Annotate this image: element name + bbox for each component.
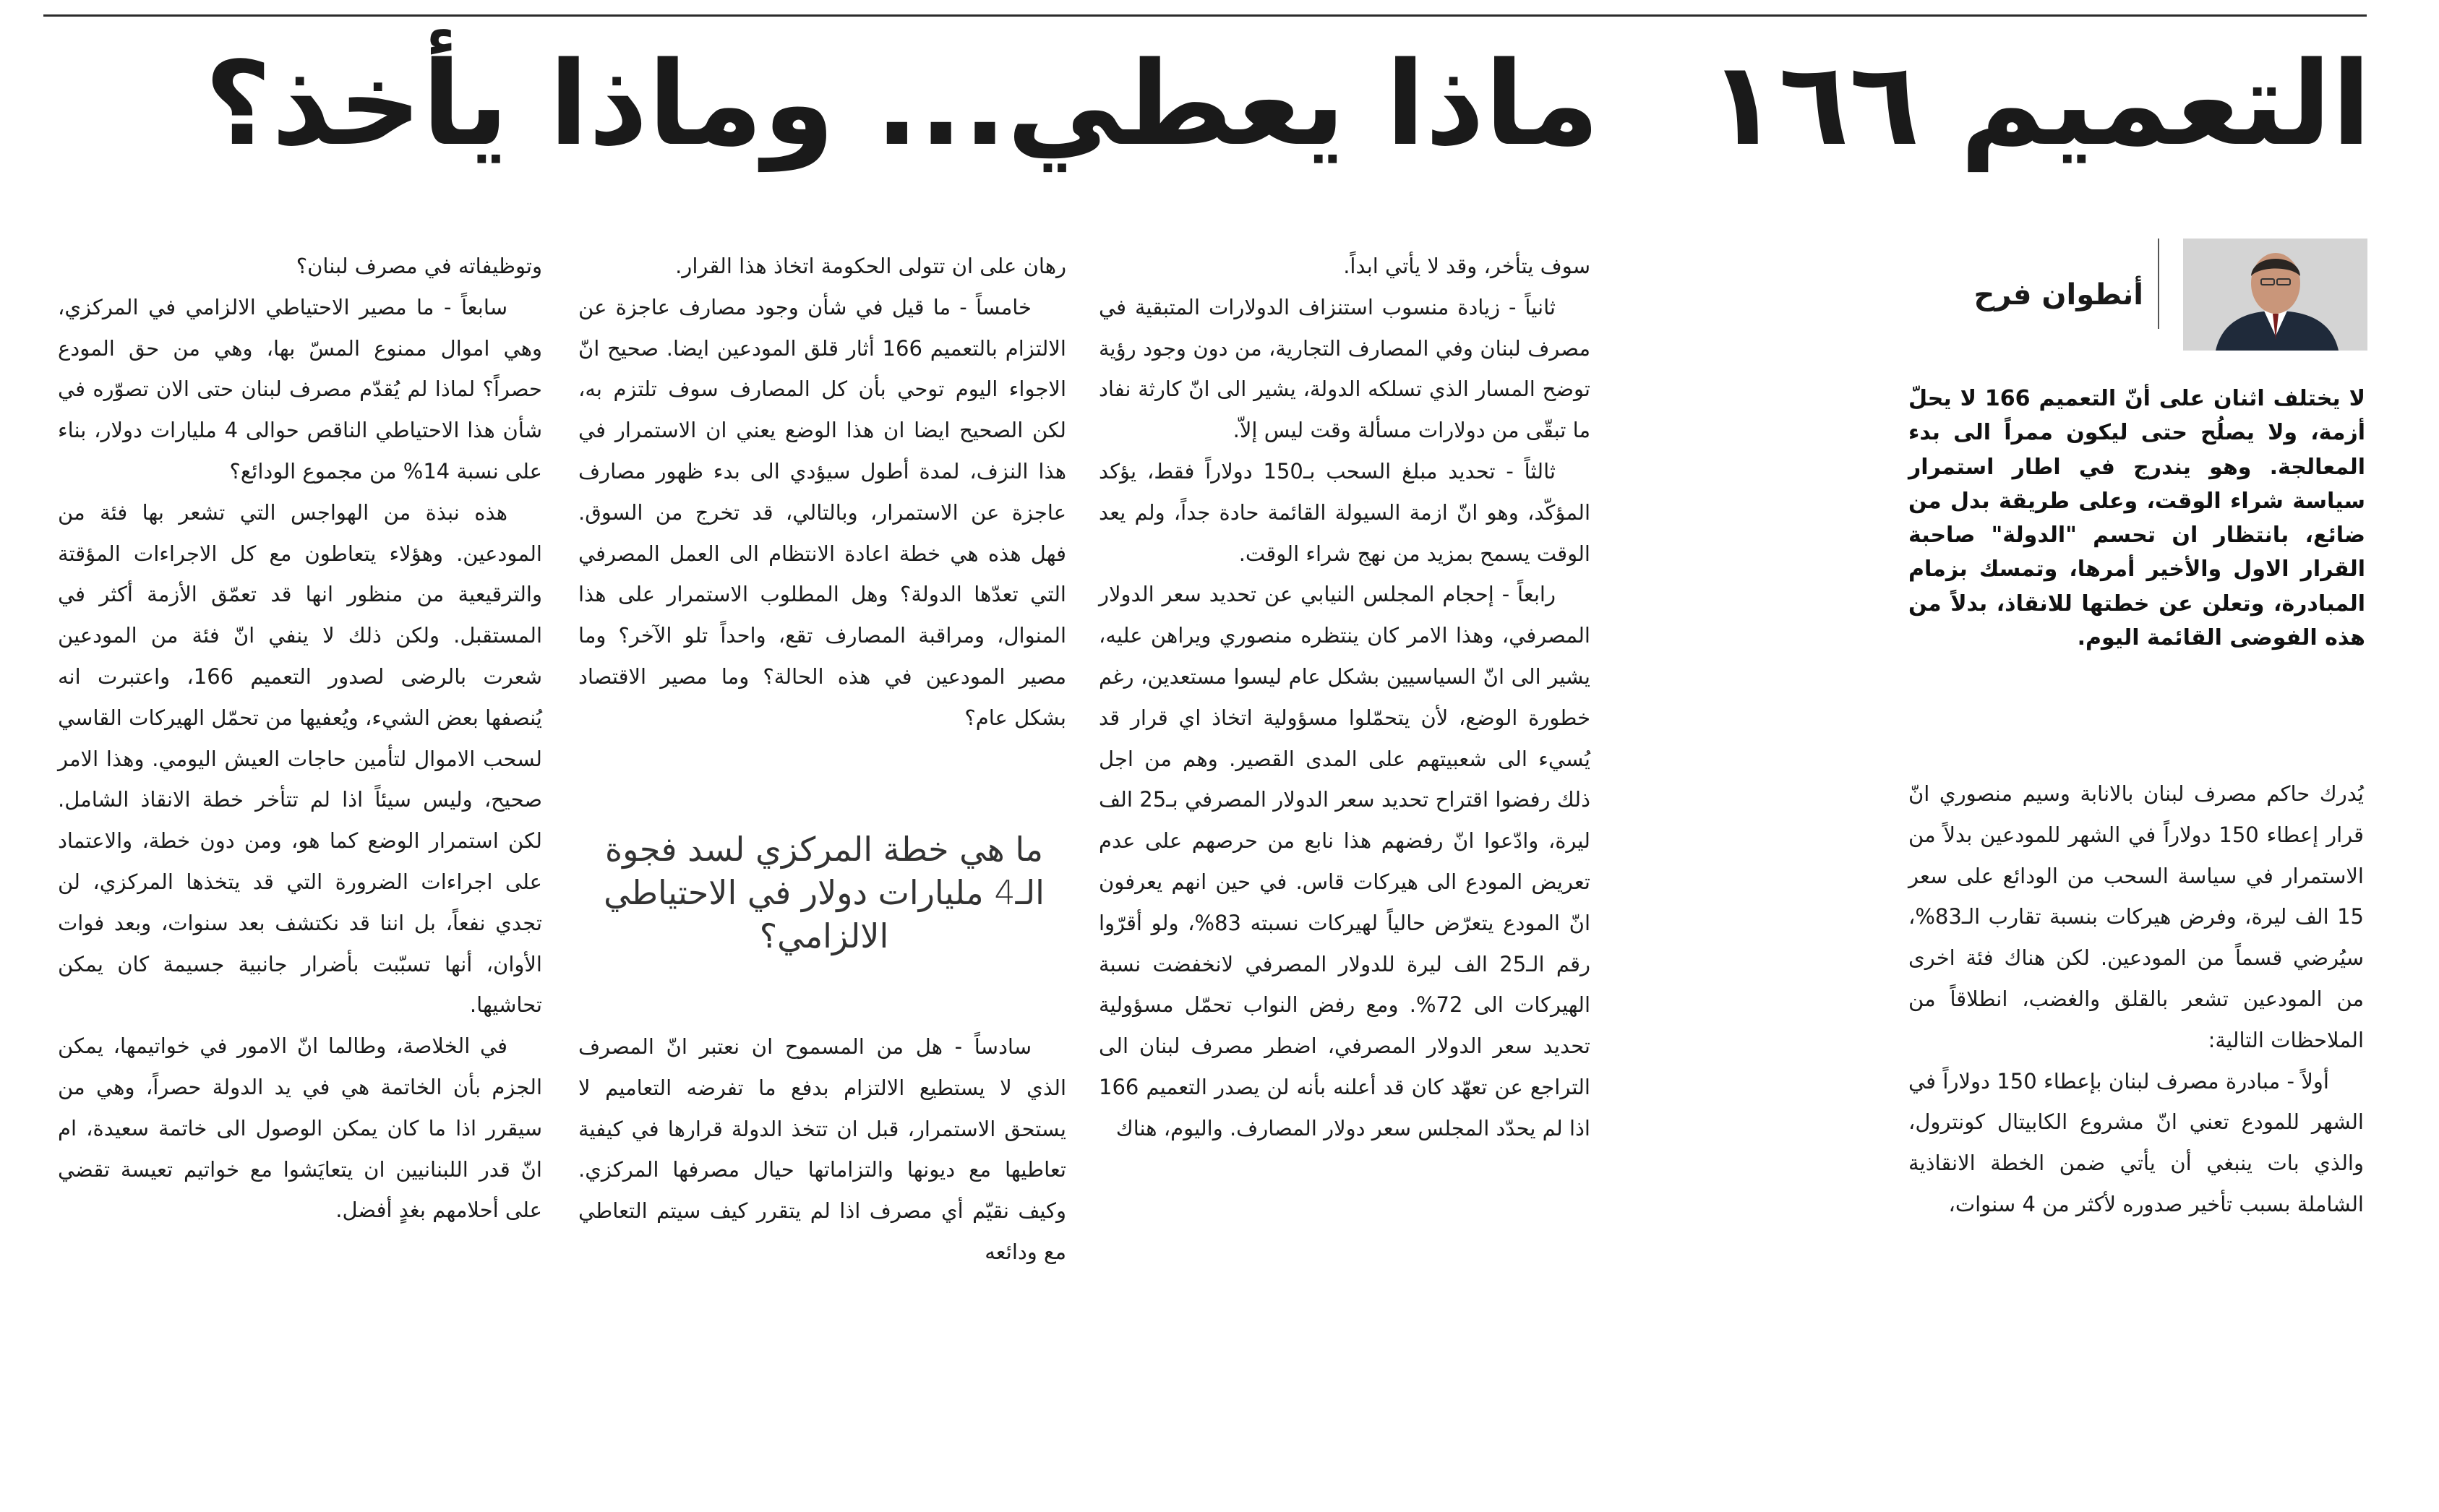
body-paragraph: سابعاً - ما مصير الاحتياطي الالزامي في المركزي، وهي اموال ممنوع المسّ بها، وهي من حق المودع حصراً؟ لماذا لم يُقدّم مصرف لبنان حتى الان تصوّره في شأن هذا الاحتياطي الناقص حوالى 4 مليارات دولار، بناء على نسبة 14% من مجموع الودائع؟ [58,294,542,484]
lead-paragraph: لا يختلف اثنان على أنّ التعميم 166 لا يحلّ أزمة، ولا يصلُح حتى ليكون ممراً الى بدء المعالجة. وهو يندرج في اطار استمرار سياسة شراء الوقت، وعلى طريقة بدل من ضائع، بانتظار ان تحسم "الدولة" صاحبة القرار الاول والأخير أمرها، وتمسك بزمام المبادرة، وتعلن عن خطتها للانقاذ، بدلاً من هذه الفوضى القائمة اليوم. [1908,386,2365,651]
headline-part1: التعميم ١٦٦ [1707,36,2371,171]
top-rule [43,14,2367,17]
body-paragraph: ثالثاً - تحديد مبلغ السحب بـ150 دولاراً فقط، يؤكد المؤكّد، وهو انّ ازمة السيولة القائمة حادة جداً، ولم يعد الوقت يسمح بمزيد من نهج شراء الوقت. [1099,458,1590,566]
body-paragraph: خامساً - ما قيل في شأن وجود مصارف عاجزة عن الالتزام بالتعميم 166 أثار قلق المودعين ايضا. صحيح انّ الاجواء اليوم توحي بأن كل المصارف سوف تلتزم به، لكن الصحيح ايضا ان هذا الوضع يعني ان الاستمرار في هذا النزف، لمدة أطول سيؤدي الى بدء ظهور مصارف عاجزة عن الاستمرار، وبالتالي، قد تخرج من السوق. فهل هذه هي خطة اعادة الانتظام الى العمل المصرفي التي تعدّها الدولة؟ وهل المطلوب الاستمرار على هذا المنوال، ومراقبة المصارف تقع، واحداً تلو الآخر؟ وما مصير المودعين في هذه الحالة؟ وما مصير الاقتصاد بشكل عام؟ [578,294,1066,730]
body-paragraph: ثانياً - زيادة منسوب استنزاف الدولارات المتبقية في مصرف لبنان وفي المصارف التجارية، من دون وجود رؤية توضح المسار الذي تسلكه الدولة، يشير الى انّ كارثة نفاد ما تبقّى من دولارات مسألة وقت ليس إلاّ. [1099,294,1590,443]
author-divider [2158,239,2159,329]
body-paragraph: وتوظيفاته في مصرف لبنان؟ [296,254,542,278]
column-2 [1099,246,1590,1149]
body-paragraph: أولاً - مبادرة مصرف لبنان بإعطاء 150 دولاراً في الشهر للمودع تعني انّ مشروع الكابيتال كونترول، والذي بات ينبغي أن يأتي ضمن الخطة الانقاذية الشاملة بسبب تأخير صدوره لأكثر من 4 سنوات، [1908,1068,2364,1216]
body-paragraph: رابعاً - إحجام المجلس النيابي عن تحديد سعر الدولار المصرفي، وهذا الامر كان ينتظره منصوري ويراهن عليه، يشير الى انّ السياسيين بشكل عام ليسوا مستعدين، رغم خطورة الوضع، لأن يتحمّلوا مسؤولية اتخاذ اي قرار قد يُسيء الى شعبيتهم على المدى القصير. وهم من اجل ذلك رفضوا اقتراح تحديد سعر الدولار المصرفي بـ25 الف ليرة، وادّعوا انّ رفضهم هذا نابع من حرصهم على عدم تعريض المودع الى هيركات قاس. في حين انهم يعرفون انّ المودع يتعرّض حالياً لهيركات نسبته 83%، ولو أقرّوا رقم الـ25 الف ليرة للدولار المصرفي لانخفضت نسبة الهيركات الى 72%. ومع رفض النواب تحمّل مسؤولية تحديد سعر الدولار المصرفي، اضطر مصرف لبنان الى التراجع عن تعهّد كان قد أعلنه بأنه لن يصدر التعميم 166 اذا لم يحدّد المجلس سعر دولار المصارف. واليوم، هناك [1099,582,1591,1141]
author-portrait-icon [2183,239,2367,351]
author-name: أنطوان فرح [1973,278,2143,312]
body-paragraph: رهان على ان تتولى الحكومة اتخاذ هذا القرار. [675,254,1066,278]
body-paragraph: سادساً - هل من المسموح ان نعتبر انّ المصرف الذي لا يستطيع الالتزام بدفع ما تفرضه التعاميم لا يستحق الاستمرار، قبل ان تتخذ الدولة قرارها في كيفية تعاطيها مع ديونها والتزاماتها حيال مصرفها المركزي. وكيف نقيّم أي مصرف اذا لم يتقرر كيف سيتم التعاطي مع ودائعه [578,1034,1066,1264]
headline [204,32,2371,176]
body-paragraph: سوف يتأخر، وقد لا يأتي ابداً. [1343,254,1590,278]
column-4 [58,246,542,1231]
pull-quote: ما هي خطة المركزي لسد فجوة الـ4 مليارات دولار في الاحتياطي الالزامي؟ [604,830,1045,955]
body-paragraph: في الخلاصة، وطالما انّ الامور في خواتيمها، يمكن الجزم بأن الخاتمة هي في يد الدولة حصراً، وهي من سيقرر اذا ما كان يمكن الوصول الى خاتمة سعيدة، ام انّ قدر اللبنانيين ان يتعايَشوا مع خواتيم تعيسة تقضي على أحلامهم بغدٍ أفضل. [58,1034,542,1223]
headline-part2: ماذا يعطي... وماذا يأخذ؟ [204,36,1600,171]
body-paragraph: هذه نبذة من الهواجس التي تشعر بها فئة من المودعين. وهؤلاء يتعاطون مع كل الاجراءات المؤقتة والترقيعية من منظور انها قد تعمّق الأزمة أكثر في المستقبل. ولكن ذلك لا ينفي انّ فئة من المودعين شعرت بالرضى لصدور التعميم 166، واعتبرت انه يُنصفها بعض الشيء، ويُعفيها من تحمّل الهيركات القاسي لسحب الاموال لتأمين حاجات العيش اليومي. وهذا الامر صحيح، وليس سيئاً اذا لم تتأخر خطة الانقاذ الشامل. لكن استمرار الوضع كما هو، ومن دون خطة، والاعتماد على اجراءات الضرورة التي قد يتخذها المركزي، لن تجدي نفعاً، بل اننا قد نكتشف بعد سنوات، وبعد فوات الأوان، أنها تسبّبت بأضرار جانبية جسيمة كان يمكن تحاشيها. [58,499,542,1018]
body-paragraph: يُدرك حاكم مصرف لبنان بالانابة وسيم منصوري انّ قرار إعطاء 150 دولاراً في الشهر للمودعين بدلاً من الاستمرار في سياسة السحب من الودائع على سعر 15 الف ليرة، وفرض هيركات بنسبة تقارب الـ83%، سيُرضي قسماً من المودعين. لكن هناك فئة اخرى من المودعين تشعر بالقلق والغضب، انطلاقاً من الملاحظات التالية: [1908,781,2364,1052]
column-3-lower [578,1026,1066,1273]
column-1 [1908,773,2364,1225]
